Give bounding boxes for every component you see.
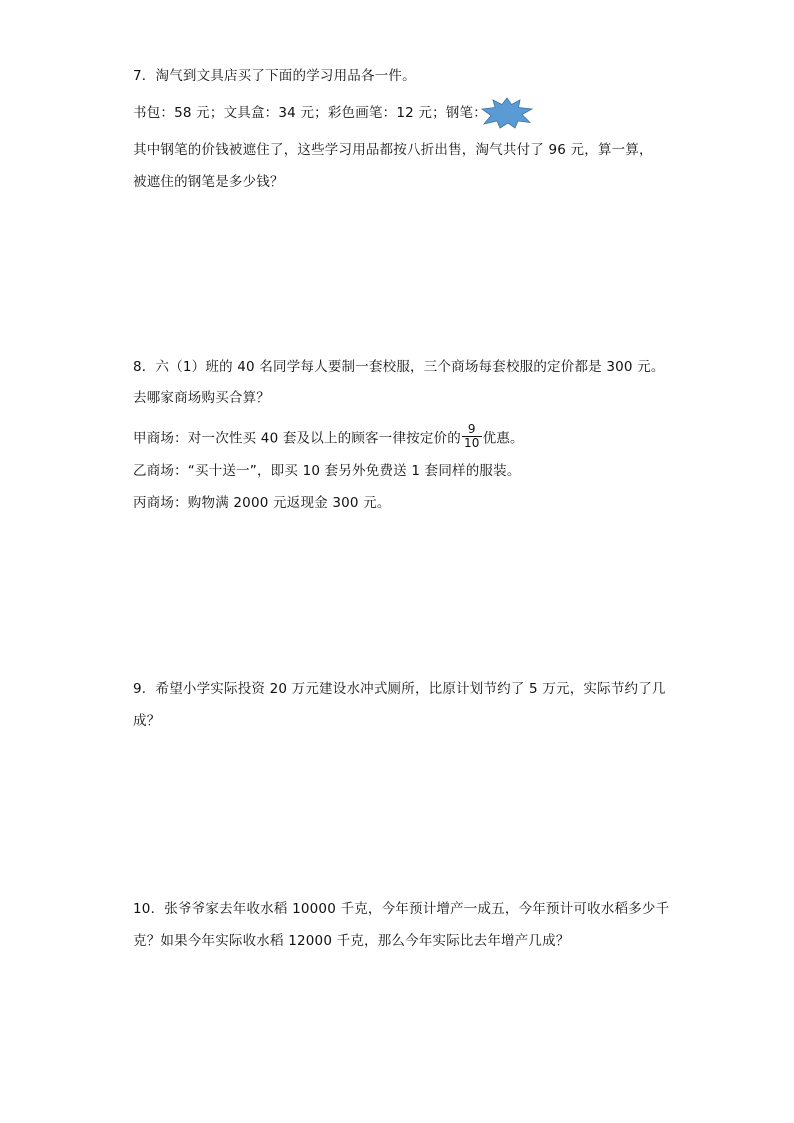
q8-option-b: 乙商场：“买十送一”，即买 10 套另外免费送 1 套同样的服装。 bbox=[133, 463, 521, 479]
q7-title: 7．淘气到文具店买了下面的学习用品各一件。 bbox=[133, 68, 416, 84]
q10-question: 克？如果今年实际收水稻 12000 千克，那么今年实际比去年增产几成？ bbox=[133, 933, 570, 949]
fraction bbox=[462, 423, 482, 450]
q7-condition: 其中钢笔的价钱被遮住了，这些学习用品都按八折出售，淘气共付了 96 元，算一算， bbox=[133, 142, 653, 158]
q8-option-c: 丙商场：购物满 2000 元返现金 300 元。 bbox=[133, 495, 391, 511]
q8-question: 去哪家商场购买合算？ bbox=[133, 390, 270, 406]
star-shape-icon bbox=[480, 97, 534, 129]
q10-title: 10．张爷爷家去年收水稻 10000 千克，今年预计增产一成五，今年预计可收水稻多少千 bbox=[133, 901, 670, 917]
fraction-numerator: 9 bbox=[462, 423, 482, 437]
fraction-denominator: 10 bbox=[463, 436, 480, 450]
q7-prices: 书包：58 元；文具盒：34 元；彩色画笔：12 元；钢笔： bbox=[133, 105, 487, 121]
q9-title: 9．希望小学实际投资 20 万元建设水冲式厕所，比原计划节约了 5 万元，实际节约了几 bbox=[133, 681, 666, 697]
q8-option-a-suffix: 优惠。 bbox=[482, 430, 524, 447]
q9-question: 成？ bbox=[133, 713, 161, 729]
q8-option-a bbox=[133, 422, 524, 452]
q8-option-a-text: 甲商场：对一次性买 40 套及以上的顾客一律按定价的 bbox=[133, 430, 461, 447]
q8-title: 8．六（1）班的 40 名同学每人要制一套校服，三个商场每套校服的定价都是 300 元。 bbox=[133, 359, 665, 375]
q7-question: 被遮住的钢笔是多少钱？ bbox=[133, 174, 284, 190]
